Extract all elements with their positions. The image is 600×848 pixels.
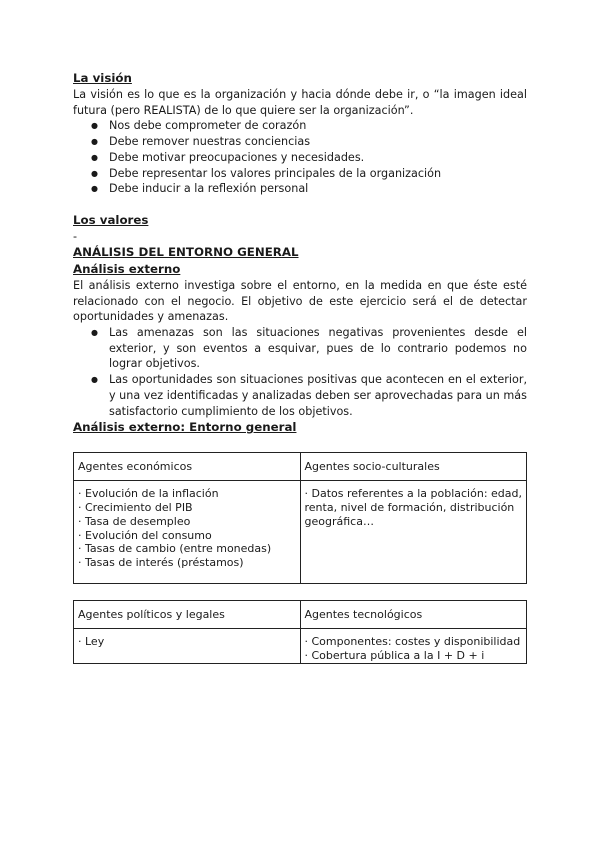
environment-heading: ANÁLISIS DEL ENTORNO GENERAL (73, 244, 299, 259)
table-header-cell: Agentes económicos (74, 453, 301, 481)
list-item: ● Nos debe comprometer de corazón (109, 118, 527, 134)
table-cell-line: geográfica… (304, 514, 374, 528)
external-analysis-heading: Análisis externo (73, 261, 181, 276)
table-cell (300, 481, 527, 584)
list-item: ● Las oportunidades son situaciones positivas que acontecen en el exterior, y una vez identificadas y analizadas deben ser aprovechadas para un más satisfactorio cumplimiento de los objetivos. (109, 372, 527, 419)
vision-heading: La visión (73, 71, 132, 85)
table-cell-line: · Evolución del consumo (78, 528, 212, 542)
document-content (73, 70, 527, 664)
external-analysis-paragraph: El análisis externo investiga sobre el entorno, en la medida en que éste esté relacionado con el negocio. El objetivo de este ejercicio será el de detectar oportunidades y amenazas. (73, 278, 527, 324)
table-cell-line: · Evolución de la inflación (78, 487, 219, 501)
economic-sociocultural-table (73, 452, 527, 584)
general-environment-heading: Análisis externo: Entorno general (73, 420, 297, 435)
list-item: ● Debe motivar preocupaciones y necesidades. (109, 150, 527, 166)
table-cell-line: · Datos referentes a la población: edad, (304, 487, 522, 501)
table-cell-line: · Ley (78, 635, 105, 649)
table-cell (74, 629, 301, 664)
political-technological-table (73, 600, 527, 664)
table-header-cell: Agentes políticos y legales (74, 601, 301, 629)
list-item: ● Las amenazas son las situaciones negativas provenientes desde el exterior, y son eventos a esquivar, pues de lo contrario podemos no lograr objetivos. (109, 325, 527, 372)
vision-paragraph: La visión es lo que es la organización y hacia dónde debe ir, o “la imagen ideal futura (pero REALISTA) de lo que quiere ser la organización”. (73, 88, 527, 117)
table-cell-line: · Tasa de desempleo (78, 514, 191, 528)
table-cell (300, 629, 527, 664)
table-cell-line: · Componentes: costes y disponibilidad (304, 635, 521, 649)
table-cell (74, 481, 301, 584)
list-item: ● Debe representar los valores principales de la organización (109, 166, 527, 182)
external-analysis-bullet-list (73, 325, 527, 419)
values-dash: - (73, 229, 78, 243)
table-cell-line: · Tasas de interés (préstamos) (78, 556, 244, 570)
table-cell-line: renta, nivel de formación, distribución (304, 501, 515, 515)
table-cell-line: · Tasas de cambio (entre monedas) (78, 542, 272, 556)
table-header-cell: Agentes socio-culturales (300, 453, 527, 481)
vision-bullet-list (73, 118, 527, 197)
table-header-cell: Agentes tecnológicos (300, 601, 527, 629)
table-cell-line: · Crecimiento del PIB (78, 501, 193, 515)
values-heading: Los valores (73, 212, 149, 227)
list-item: ● Debe remover nuestras conciencias (109, 134, 527, 150)
table-cell-line: · Cobertura pública a la I + D + i (304, 649, 485, 663)
list-item: ● Debe inducir a la reflexión personal (109, 181, 527, 197)
